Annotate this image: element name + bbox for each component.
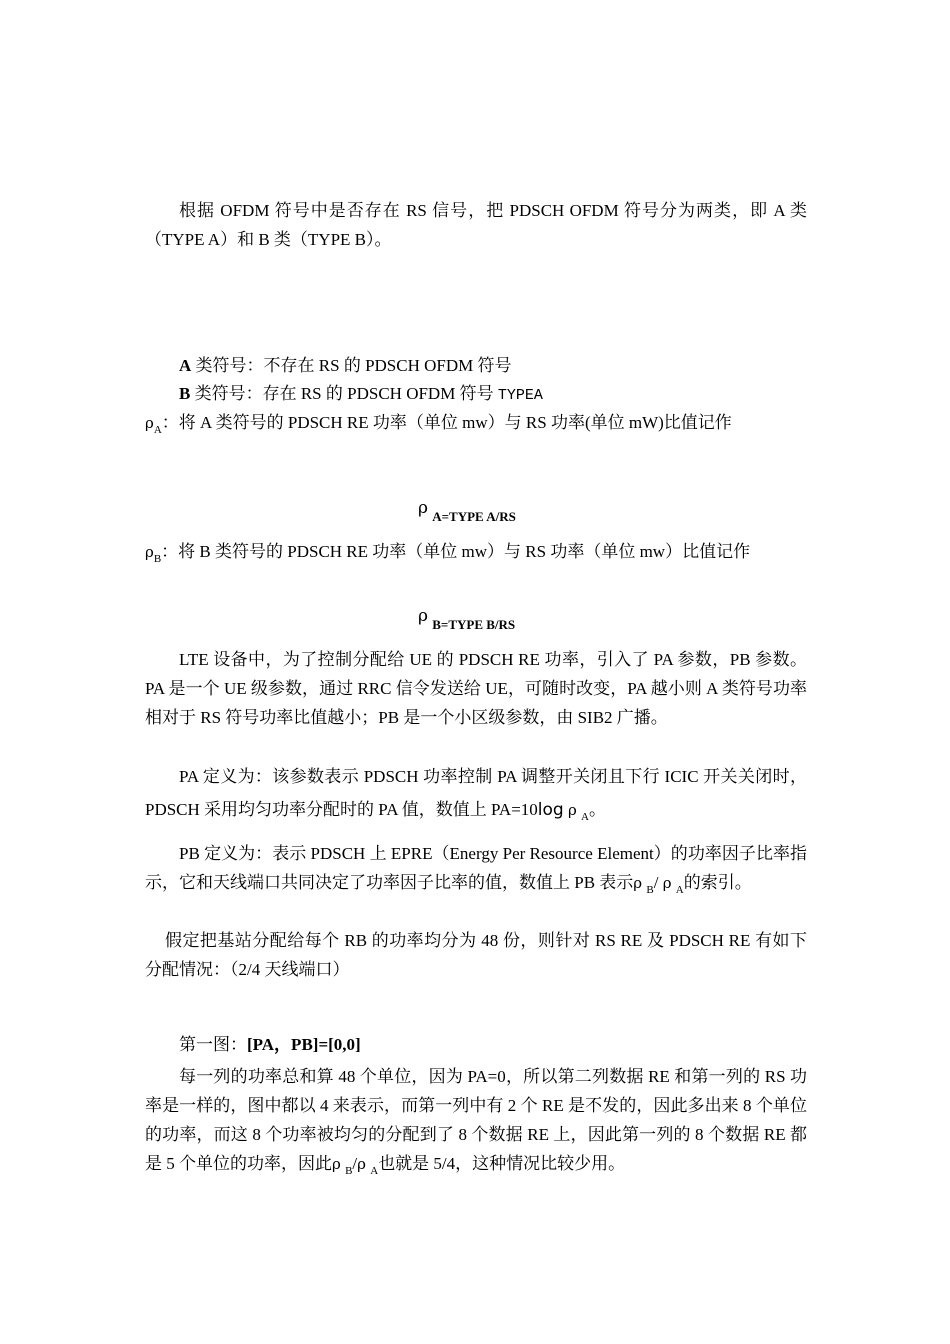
pb-subscript-a: A [675,884,684,896]
pb-definition-paragraph [145,839,807,905]
rho-a-definition [145,411,732,442]
pa-text: PA 定义为：该参数表示 PDSCH 功率控制 PA 调整开关闭且下行 ICIC 开关关闭时，PDSCH 采用均匀功率分配时的 PA 值，数值上 PA=10 [145,767,807,819]
rho-a-subscript: A [153,424,162,436]
type-a-text: 类符号：不存在 RS 的 PDSCH OFDM 符号 [195,356,512,375]
rho-symbol: ρ [418,498,428,518]
type-a-label: A [179,356,192,375]
log-text: log [537,800,564,820]
definition-type-b [179,382,543,408]
slash: / [653,873,659,892]
formula-rho-a [418,496,516,529]
fig1-subscript-a: A [370,1165,379,1177]
fig1-end: 也就是 5/4，这种情况比较少用。 [378,1154,626,1173]
pb-subscript-b: B [646,884,654,896]
type-b-label: B [179,384,191,403]
rho-symbol: ρ [633,874,643,892]
rho-symbol: ρ [145,543,154,561]
rho-b-definition [145,538,807,573]
rho-symbol: ρ [567,801,577,819]
rho-a-text: ：将 A 类符号的 PDSCH RE 功率（单位 mw）与 RS 功率(单位 mW)比值记作 [161,413,732,432]
pb-end: 的索引。 [683,873,752,892]
pa-subscript: A [581,811,589,823]
rho-symbol: ρ [662,874,672,892]
type-b-text: 类符号：存在 RS 的 PDSCH OFDM 符号 [194,384,494,403]
lte-paragraph: LTE 设备中，为了控制分配给 UE 的 PDSCH RE 功率，引入了 PA 参数，PB 参数。PA 是一个 UE 级参数，通过 RRC 信令发送给 UE，可随时改变，PA 越小则 A 类符号功率相对于 RS 符号功率比值越小；PB 是一个小区级参数，由 SIB2 广播。 [145,650,807,727]
formula-a-subscript: A=TYPE A/RS [432,509,516,524]
figure-1-heading [179,1033,361,1057]
rho-symbol: ρ [332,1155,341,1173]
formula-b-subscript: B=TYPE B/RS [432,617,516,632]
formula-rho-b [418,604,515,637]
figure-1-prefix: 第一图： [179,1035,247,1054]
pa-end: 。 [589,800,606,819]
rho-symbol: ρ [418,606,428,626]
rho-b-text: ：将 B 类符号的 PDSCH RE 功率（单位 mw）与 RS 功率（单位 mw）比值记作 [161,542,751,561]
intro-paragraph: 根据 OFDM 符号中是否存在 RS 信号，把 PDSCH OFDM 符号分为两类，即 A 类（TYPE A）和 B 类（TYPE B）。 [145,201,807,249]
type-b-tag: TYPEA [497,387,543,404]
pa-definition-paragraph [145,760,807,834]
slash: / [352,1154,358,1173]
fig1-subscript-b: B [345,1165,353,1177]
definition-type-a [179,354,512,378]
assumption-paragraph: 假定把基站分配给每个 RB 的功率均分为 48 份，则针对 RS RE 及 PDSCH RE 有如下分配情况：（2/4 天线端口） [145,931,807,979]
pb-text: PB 定义为：表示 PDSCH 上 EPRE（Energy Per Resource Element）的功率因子比率指示，它和天线端口共同决定了功率因子比率的值，数值上 PB 表示 [145,844,807,892]
rho-b-subscript: B [153,553,162,565]
rho-symbol: ρ [357,1155,366,1173]
figure-1-text: 每一列的功率总和算 48 个单位，因为 PA=0，所以第二列数据 RE 和第一列的 RS 功率是一样的，图中都以 4 来表示，而第一列中有 2 个 RE 是不发的，因此多出来 8 个单位的功率，而这 8 个功率被均匀的分配到了 8 个数据 RE 上，因此第一列的 8 个数据 RE 都是 5 个单位的功率，因此 [145,1067,807,1173]
figure-1-value: [PA，PB]=[0,0] [247,1035,361,1054]
figure-1-paragraph [145,1062,807,1186]
rho-symbol: ρ [145,414,154,432]
